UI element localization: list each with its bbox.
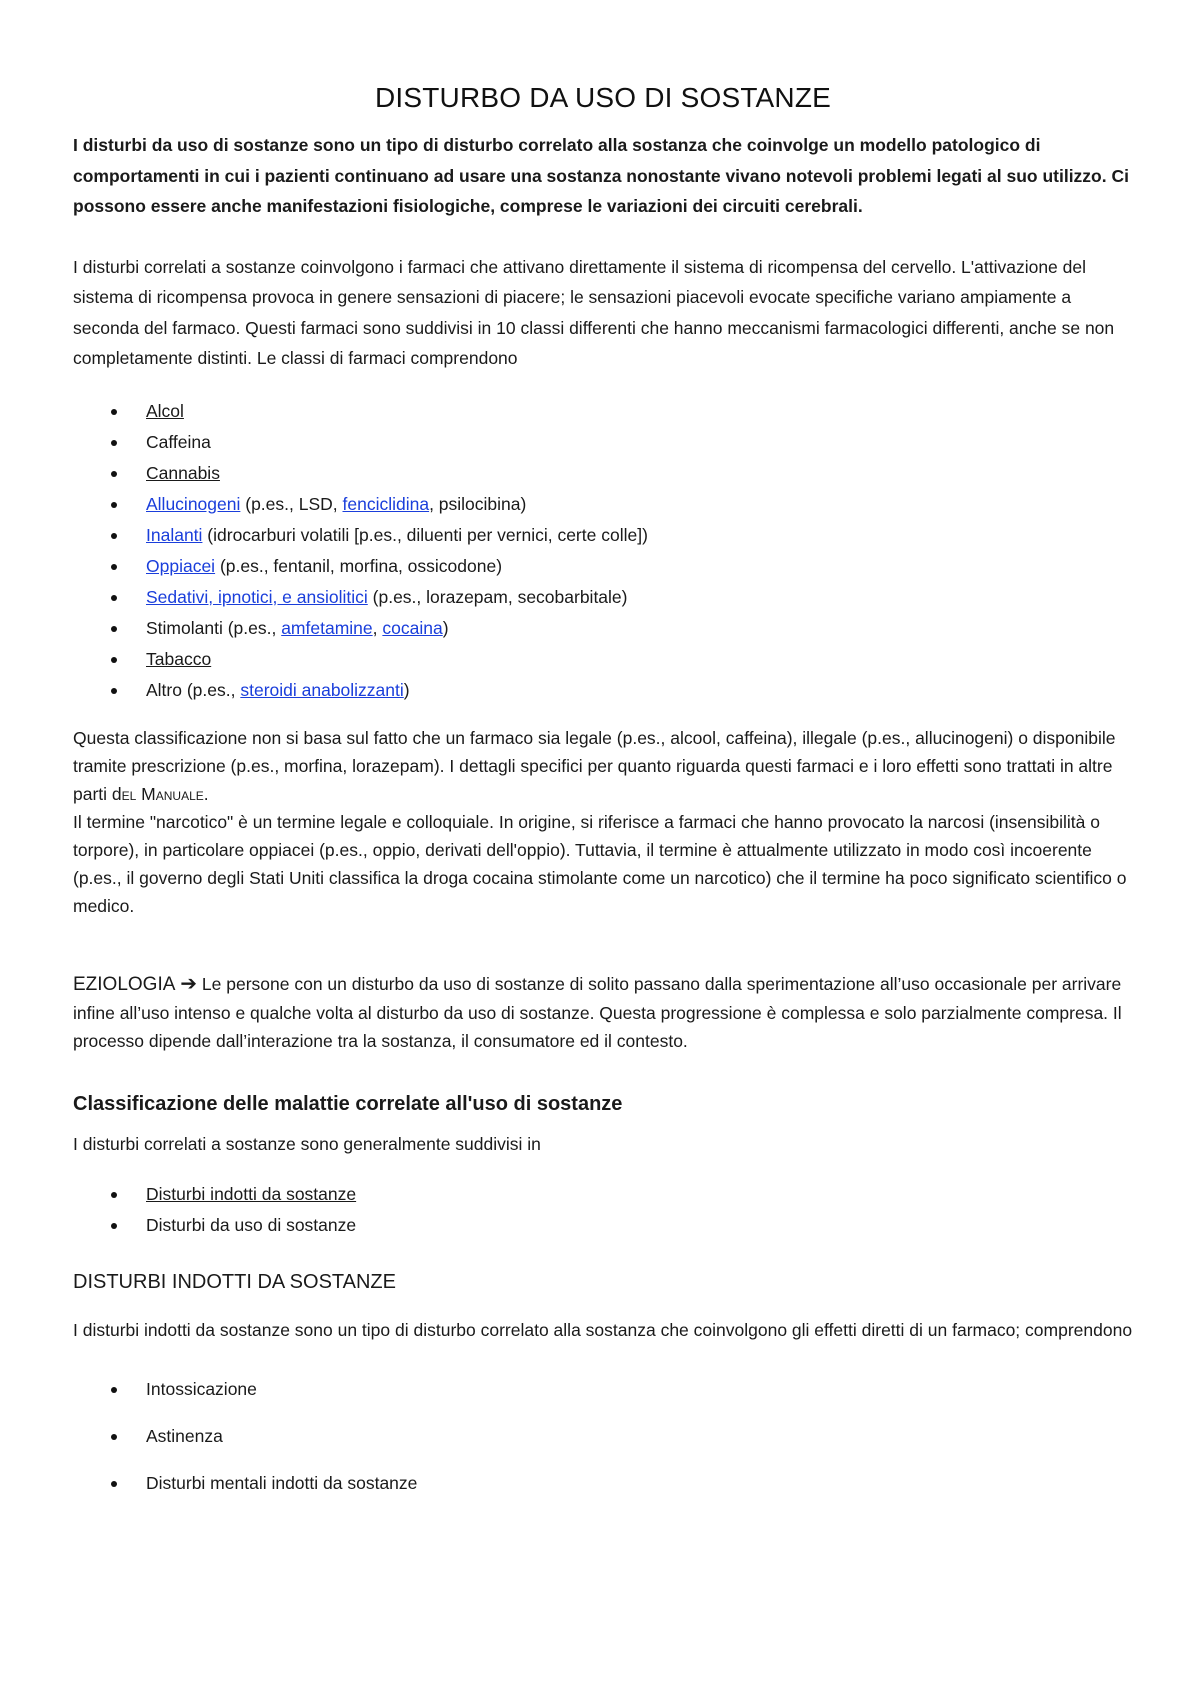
drug-class-cannabis: Cannabis bbox=[146, 462, 220, 483]
list-item bbox=[73, 1413, 1133, 1460]
induced-paragraph: I disturbi indotti da sostanze sono un tipo di disturbo correlato alla sostanza che coinvolgono gli effetti diretti di un farmaco; comprendono bbox=[73, 1320, 1133, 1340]
stimolanti-end: ) bbox=[442, 617, 449, 638]
list-item bbox=[73, 458, 1133, 489]
list-item bbox=[73, 551, 1133, 582]
stimolanti-separator: , bbox=[372, 617, 383, 638]
altro-end: ) bbox=[403, 679, 410, 700]
altro-label: Altro (p.es., bbox=[146, 679, 241, 700]
etiology-text: Le persone con un disturbo da uso di sostanze di solito passano dalla sperimentazione all’uso occasionale per arrivare infine all’uso intenso e qualche volta al disturbo da uso di sostanze. Questa progressione è complessa e solo parzialmente compresa. Il processo dipende dall’interazione tra la sostanza, il consumatore ed il contesto. bbox=[73, 973, 1122, 1051]
sedativi-examples: (p.es., lorazepam, secobarbitale) bbox=[367, 586, 628, 607]
list-item bbox=[73, 520, 1133, 551]
classification-item-use: Disturbi da uso di sostanze bbox=[146, 1215, 357, 1235]
cocaina-link[interactable]: cocaina bbox=[382, 617, 443, 638]
sedativi-link[interactable]: Sedativi, ipnotici, e ansiolitici bbox=[146, 586, 368, 607]
drug-class-alcol: Alcol bbox=[146, 400, 184, 421]
rewards-paragraph: I disturbi correlati a sostanze coinvolgono i farmaci che attivano direttamente il sistema di ricompensa del cervello. L'attivazione del sistema di ricompensa provoca in genere sensazioni di piacere; le sensazioni piacevoli evocate specifiche variano ampiamente a seconda del farmaco. Questi farmaci sono suddivisi in 10 classi differenti che hanno meccanismi farmacologici differenti, anche se non completamente distinti. Le classi di farmaci comprendono bbox=[73, 256, 1115, 368]
steroidi-link[interactable]: steroidi anabolizzanti bbox=[240, 679, 404, 700]
oppiacei-link[interactable]: Oppiacei bbox=[146, 555, 216, 576]
list-item bbox=[73, 613, 1133, 644]
induced-item-intossicazione: Intossicazione bbox=[146, 1378, 257, 1399]
drug-class-caffeina: Caffeina bbox=[146, 431, 211, 452]
manuale-reference: el Manuale bbox=[121, 783, 204, 804]
amfetamine-link[interactable]: amfetamine bbox=[281, 617, 373, 638]
document-content bbox=[73, 78, 1133, 1507]
induced-heading: DISTURBI INDOTTI DA SOSTANZE bbox=[73, 1271, 396, 1293]
etiology-paragraph bbox=[73, 970, 1133, 1055]
inalanti-examples: (idrocarburi volatili [p.es., diluenti per vernici, certe colle]) bbox=[202, 524, 648, 545]
oppiacei-examples: (p.es., fentanil, morfina, ossicodone) bbox=[215, 555, 503, 576]
classification-note-end: . bbox=[203, 783, 209, 804]
etiology-label: EZIOLOGIA bbox=[73, 973, 176, 995]
list-item bbox=[73, 644, 1133, 675]
list-item bbox=[73, 1460, 1133, 1507]
list-item bbox=[73, 1179, 1133, 1210]
classification-intro: I disturbi correlati a sostanze sono generalmente suddivisi in bbox=[73, 1133, 541, 1154]
list-item bbox=[73, 582, 1133, 613]
page-title: DISTURBO DA USO DI SOSTANZE bbox=[374, 82, 832, 113]
stimolanti-label: Stimolanti (p.es., bbox=[146, 617, 282, 638]
drug-classes-list bbox=[73, 396, 1133, 706]
drug-class-tabacco: Tabacco bbox=[146, 648, 212, 669]
allucinogeni-link[interactable]: Allucinogeni bbox=[146, 493, 241, 514]
list-item bbox=[73, 1210, 1133, 1241]
classification-note-text: Questa classificazione non si basa sul fatto che un farmaco sia legale (p.es., alcool, caffeina), illegale (p.es., allucinogeni) o disponibile tramite prescrizione (p.es., morfina, lorazepam). I dettagli specifici per quanto riguarda questi farmaci e i loro effetti sono trattati in altre parti d bbox=[73, 727, 1116, 804]
list-item bbox=[73, 396, 1133, 427]
list-item bbox=[73, 427, 1133, 458]
fenciclidina-link[interactable]: fenciclidina bbox=[342, 493, 430, 514]
allucinogeni-examples-end: , psilocibina) bbox=[429, 493, 527, 514]
induced-item-mental: Disturbi mentali indotti da sostanze bbox=[146, 1472, 418, 1493]
arrow-right-icon: ➔ bbox=[180, 972, 198, 995]
classification-heading: Classificazione delle malattie correlate all'uso di sostanze bbox=[73, 1092, 623, 1115]
list-item bbox=[73, 675, 1133, 706]
induced-list bbox=[73, 1366, 1133, 1507]
classification-note-paragraph bbox=[73, 724, 1133, 808]
list-item bbox=[73, 1366, 1133, 1413]
classification-list bbox=[73, 1179, 1133, 1241]
allucinogeni-examples: (p.es., LSD, bbox=[240, 493, 343, 514]
narcotic-paragraph: Il termine "narcotico" è un termine legale e colloquiale. In origine, si riferisce a farmaci che hanno provocato la narcosi (insensibilità o torpore), in particolare oppiacei (p.es., oppio, derivati dell'oppio). Tuttavia, il termine è attualmente utilizzato in modo così incoerente (p.es., il governo degli Stati Uniti classifica la droga cocaina stimolante come un narcotico) che il termine ha poco significato scientifico o medico. bbox=[73, 811, 1127, 916]
intro-paragraph: I disturbi da uso di sostanze sono un tipo di disturbo correlato alla sostanza che coinvolge un modello patologico di comportamenti in cui i pazienti continuano ad usare una sostanza nonostante vivano notevoli problemi legati al suo utilizzo. Ci possono essere anche manifestazioni fisiologiche, comprese le variazioni dei circuiti cerebrali. bbox=[73, 135, 1129, 216]
induced-item-astinenza: Astinenza bbox=[146, 1425, 223, 1446]
list-item bbox=[73, 489, 1133, 520]
classification-item-induced: Disturbi indotti da sostanze bbox=[146, 1184, 357, 1204]
inalanti-link[interactable]: Inalanti bbox=[146, 524, 203, 545]
